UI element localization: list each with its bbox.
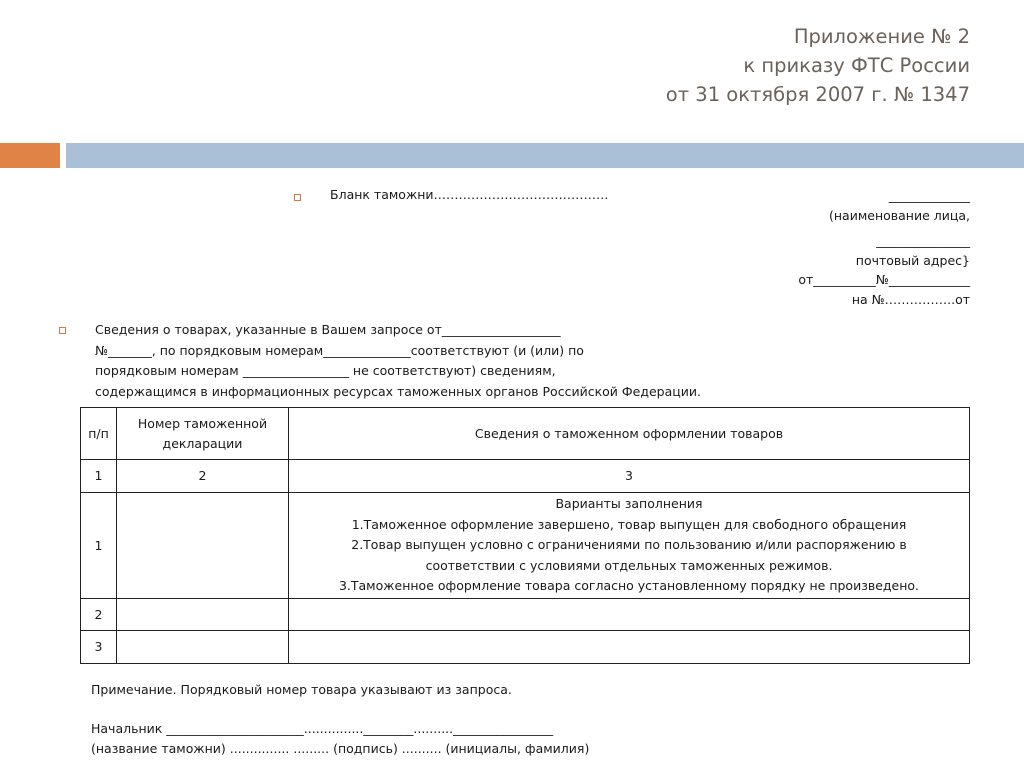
numbering-cell: 1 — [81, 460, 117, 493]
intro-line: содержащимся в информационных ресурсах таможенных органов Российской Федерации. — [95, 383, 701, 399]
variant-line: 1.Таможенное оформление завершено, товар выпущен для свободного обращения — [351, 516, 907, 532]
declaration-cell — [117, 631, 289, 664]
table-header-row — [81, 408, 970, 460]
customs-blank-label: Бланк таможни…………………………………… — [330, 187, 609, 202]
reply-to-line: на №……………..от — [851, 291, 970, 307]
declaration-cell — [117, 493, 289, 599]
numbering-cell: 2 — [117, 460, 289, 493]
variant-line: соответствии с условиями отдельных таможенных режимов. — [425, 557, 833, 573]
square-bullet-icon — [59, 327, 66, 334]
signature-line: Начальник ______________________...............________..........________________ — [91, 721, 554, 736]
row-number-cell: 2 — [81, 599, 117, 631]
order-header — [470, 22, 970, 109]
table-row — [81, 599, 970, 631]
table-row — [81, 493, 970, 599]
header-cell-number: п/п — [81, 408, 117, 460]
recipient-name-caption: (наименование лица, — [828, 207, 970, 223]
intro-line: №_______, по порядковым номерам______________соответствуют (и (или) по — [95, 342, 584, 358]
appendix-title: Приложение № 2 — [793, 25, 970, 48]
table-numbering-row — [81, 460, 970, 493]
footer-block — [91, 680, 589, 758]
goods-info-table — [80, 407, 970, 664]
variant-line: 3.Таможенное оформление товара согласно установленному порядку не произведено. — [338, 578, 920, 594]
footer-note: Примечание. Порядковый номер товара указывают из запроса. — [91, 682, 512, 697]
signature-caption: (название таможни) ............... ......... (подпись) .......... (инициалы, фамилия) — [91, 740, 590, 756]
numbering-cell: 3 — [289, 460, 970, 493]
recipient-block — [670, 186, 970, 309]
intro-line: порядковым номерам _________________ не соответствуют) сведениям, — [95, 363, 556, 378]
header-cell-declaration: Номер таможенной декларации — [117, 408, 289, 460]
request-from-line: от__________№_____________ — [798, 272, 970, 287]
intro-line: Сведения о товарах, указанные в Вашем запросе от___________________ — [95, 322, 561, 337]
info-cell — [289, 599, 970, 631]
row-number-cell: 1 — [81, 493, 117, 599]
accent-band-orange — [0, 143, 60, 168]
header-cell-info: Сведения о таможенном оформлении товаров — [289, 408, 970, 460]
info-cell — [289, 631, 970, 664]
variant-line: 2.Товар выпущен условно с ограничениями по пользованию и/или распоряжению в — [351, 537, 907, 553]
info-cell — [289, 493, 970, 599]
recipient-address-caption: почтовый адрес} — [855, 252, 970, 268]
recipient-name-line: _____________ — [888, 188, 970, 203]
variants-title: Варианты заполнения — [555, 496, 703, 512]
accent-band-blue — [66, 143, 1024, 168]
recipient-address-line: _______________ — [876, 233, 970, 248]
table-row — [81, 631, 970, 664]
row-number-cell: 3 — [81, 631, 117, 664]
order-reference: к приказу ФТС России — [743, 54, 970, 77]
square-bullet-icon — [294, 194, 301, 201]
order-date: от 31 октября 2007 г. № 1347 — [665, 83, 970, 106]
declaration-cell — [117, 599, 289, 631]
intro-paragraph — [95, 320, 815, 402]
